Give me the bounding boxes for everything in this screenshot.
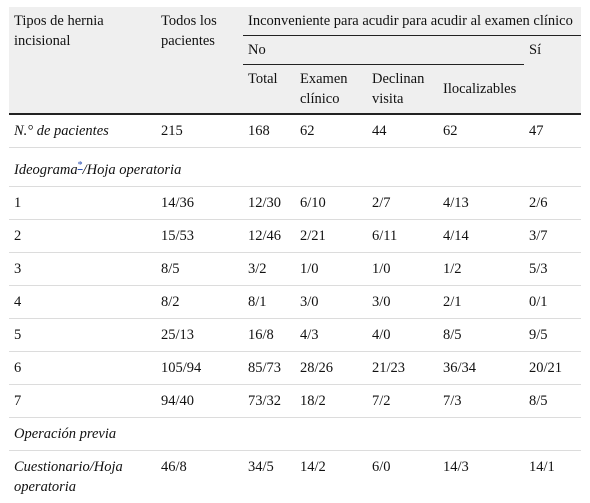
cell: 4/0 — [367, 318, 438, 351]
cell: 12/30 — [243, 186, 295, 219]
cell: 47 — [524, 114, 581, 148]
row-label: 4 — [9, 285, 156, 318]
cell: 8/5 — [438, 318, 524, 351]
cell: 12/46 — [243, 219, 295, 252]
table-container — [9, 7, 581, 503]
cell: 14/2 — [295, 450, 367, 503]
header-todos: Todos los pacientes — [156, 7, 243, 114]
header-inconveniente: Inconveniente para acudir para acudir al examen clínico — [243, 7, 581, 36]
section-operacion-previa — [9, 417, 581, 450]
table-row — [9, 318, 581, 351]
row-label: 5 — [9, 318, 156, 351]
cell: 105/94 — [156, 351, 243, 384]
cell: 4/3 — [295, 318, 367, 351]
row-label: N.° de pacientes — [9, 114, 156, 148]
table-row-patients — [9, 114, 581, 148]
row-label: 3 — [9, 252, 156, 285]
cell: 34/5 — [243, 450, 295, 503]
cell: 44 — [367, 114, 438, 148]
section-ideograma — [9, 148, 581, 187]
header-no: No — [243, 36, 524, 65]
cell: 8/2 — [156, 285, 243, 318]
hernia-table — [9, 7, 581, 503]
cell: 2/7 — [367, 186, 438, 219]
cell: 2/6 — [524, 186, 581, 219]
cell: 7/2 — [367, 384, 438, 417]
header-tipos: Tipos de hernia incisional — [9, 7, 156, 114]
header-ilocalizables: Ilocalizables — [438, 65, 524, 115]
cell: 6/10 — [295, 186, 367, 219]
row-label: 2 — [9, 219, 156, 252]
row-label: Cuestionario/Hoja operatoria — [9, 450, 156, 503]
section-label: Operación previa — [9, 417, 581, 450]
cell: 73/32 — [243, 384, 295, 417]
footnote-link[interactable]: * — [77, 160, 83, 171]
cell: 62 — [295, 114, 367, 148]
cell: 2/1 — [438, 285, 524, 318]
table-row-questionnaire — [9, 450, 581, 503]
cell: 36/34 — [438, 351, 524, 384]
table-row — [9, 219, 581, 252]
row-label: 1 — [9, 186, 156, 219]
cell: 21/23 — [367, 351, 438, 384]
row-label: 6 — [9, 351, 156, 384]
table-row — [9, 351, 581, 384]
cell: 2/21 — [295, 219, 367, 252]
row-label: 7 — [9, 384, 156, 417]
cell: 6/0 — [367, 450, 438, 503]
cell: 3/7 — [524, 219, 581, 252]
cell: 62 — [438, 114, 524, 148]
cell: 6/11 — [367, 219, 438, 252]
cell: 8/1 — [243, 285, 295, 318]
cell: 16/8 — [243, 318, 295, 351]
cell: 18/2 — [295, 384, 367, 417]
cell: 8/5 — [524, 384, 581, 417]
cell: 25/13 — [156, 318, 243, 351]
cell: 1/0 — [295, 252, 367, 285]
cell: 0/1 — [524, 285, 581, 318]
cell: 3/0 — [367, 285, 438, 318]
cell: 94/40 — [156, 384, 243, 417]
section-label-a: Ideograma — [14, 161, 78, 178]
table-row — [9, 384, 581, 417]
cell: 20/21 — [524, 351, 581, 384]
table-row — [9, 186, 581, 219]
cell: 9/5 — [524, 318, 581, 351]
header-si: Sí — [524, 36, 581, 115]
cell: 28/26 — [295, 351, 367, 384]
cell: 4/13 — [438, 186, 524, 219]
cell: 4/14 — [438, 219, 524, 252]
section-label-b: /Hoja operatoria — [82, 161, 182, 178]
table-row — [9, 285, 581, 318]
cell: 1/0 — [367, 252, 438, 285]
header-declinan: Declinan visita — [367, 65, 438, 115]
table-row — [9, 252, 581, 285]
cell: 8/5 — [156, 252, 243, 285]
header-examen: Examen clínico — [295, 65, 367, 115]
cell: 85/73 — [243, 351, 295, 384]
cell: 14/1 — [524, 450, 581, 503]
cell: 215 — [156, 114, 243, 148]
cell: 7/3 — [438, 384, 524, 417]
cell: 1/2 — [438, 252, 524, 285]
cell: 15/53 — [156, 219, 243, 252]
cell: 168 — [243, 114, 295, 148]
cell: 5/3 — [524, 252, 581, 285]
table-header — [9, 7, 581, 114]
cell: 46/8 — [156, 450, 243, 503]
cell: 14/3 — [438, 450, 524, 503]
section-label — [9, 148, 581, 187]
cell: 3/0 — [295, 285, 367, 318]
header-total: Total — [243, 65, 295, 115]
table-body — [9, 114, 581, 503]
cell: 14/36 — [156, 186, 243, 219]
cell: 3/2 — [243, 252, 295, 285]
